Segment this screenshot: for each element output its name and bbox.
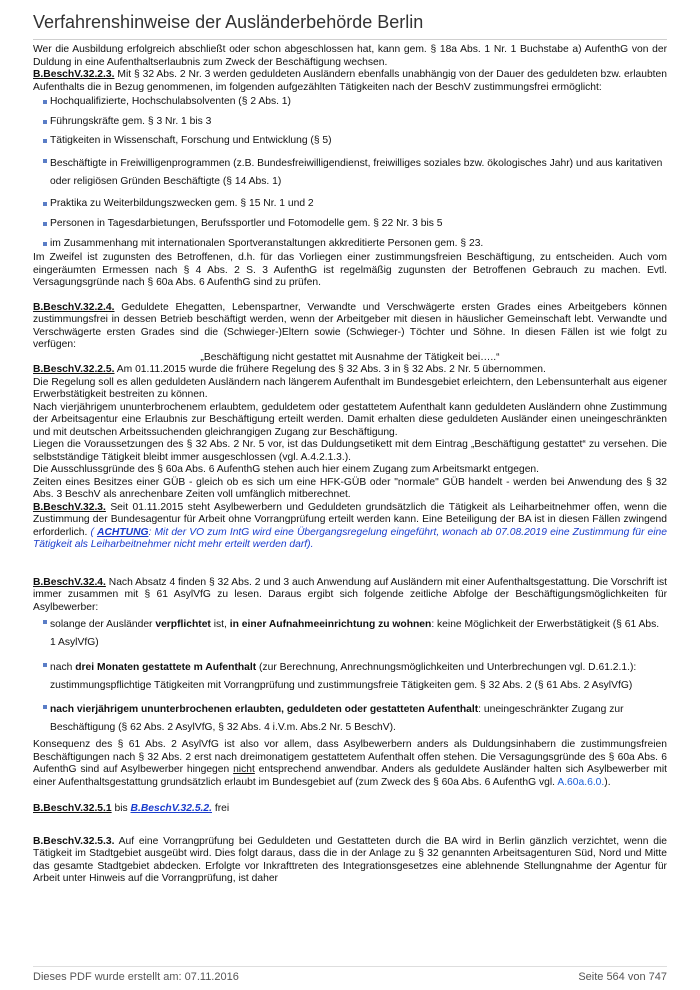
bullet-icon [43,663,47,667]
list-item: Praktika zu Weiterbildungszwecken gem. § 15 Nr. 1 und 2 [43,198,667,211]
list-item: Beschäftigte in Freiwilligenprogrammen (z.B. Bundesfreiwilligendienst, freiwilliges soziales bzw. ökologisches Jahr) und aus karitativen oder religiösen Gründen Beschäftigte (§ 14 Abs. 1) [43,155,667,191]
created-date: Dieses PDF wurde erstellt am: 07.11.2016 [33,971,239,983]
list-item: nach drei Monaten gestattete m Aufenthalt (zur Berechnung, Anrechnungsmöglichkeiten und Unterbrechungen vgl. D.61.2.1.): zustimmungspflichtige Tätigkeiten mit Vorrangprüfung und zustimmungsfreie Tätigkeiten gem. § 32 Abs. 2 (§ 61 Abs. 2 AsylVfG) [43,659,667,695]
section-text: Geduldete Ehegatten, Lebenspartner, Verwandte und Verschwägerte ersten Grades eines Arbeitgebers können zustimmungsfrei in dessen Betrieb beschäftigt werden, wenn der Arbeitgeber mit diesen in häuslicher Gemeinschaft lebt. Verwandte und Verschwägerte ersten Grades sind die (Schwieger-)Eltern sowie (Schwieger-) Töchter und Söhne. In diesen Fällen ist wie folgt zu verfügen: [33,301,667,351]
achtung-ref[interactable]: ACHTUNG [97,526,149,538]
list-item: nach vierjährigem ununterbrochenen erlaubten, geduldeten oder gestatteten Aufenthalt: uneingeschränkter Zugang zur Beschäftigung (§ 62 Abs. 2 AsylVfG, § 32 Abs. 4 i.V.m. Abs.2 Nr. 5 BeschV). [43,701,667,737]
bullet-icon [43,222,47,226]
asylum-timeline-list [43,616,667,737]
paragraph: Die Regelung soll es allen geduldeten Ausländern nach längerem Aufenthalt im Bundesgebiet erleichtern, den Lebensunterhalt aus eigener Erwerbstätigkeit bestreiten zu können. [33,376,667,401]
paragraph: Nach vierjährigem ununterbrochenem erlaubtem, geduldetem oder gestattetem Aufenthalt kann geduldeten Ausländern ohne Zustimmung der Arbeitsagentur eine Erlaubnis zur Beschäftigung erteilt werden. Damit erhalten diese geduldeten Ausländer einen uneingeschränkten und mit deutschen Arbeitssuchenden gleichrangigen Zugang zur Beschäftigung. [33,401,667,438]
bullet-icon [43,705,47,709]
bullet-icon [43,139,47,143]
page-number: Seite 564 von 747 [578,971,667,983]
section-32-3 [33,502,667,552]
section-32-5-1: B.BeschV.32.5.1 bis B.BeschV.32.5.2. frei [33,803,230,815]
page-title: Verfahrenshinweise der Ausländerbehörde Berlin [33,0,667,40]
list-item: solange der Ausländer verpflichtet ist, in einer Aufnahmeeinrichtung zu wohnen: keine Möglichkeit der Erwerbstätigkeit (§ 61 Abs. 1 AsylVfG) [43,616,667,652]
section-ref-32-2-5[interactable]: B.BeschV.32.2.5. [33,364,115,376]
paragraph: Liegen die Voraussetzungen des § 32 Abs. 2 Nr. 5 vor, ist das Duldungsetikett mit dem Eintrag „Beschäftigung gestattet“ zu versehen. Die selbstständige Tätigkeit bleibt immer ausgeschlossen (vgl. A.4.2.1.3.). [33,439,667,463]
section-ref-32-2-4[interactable]: B.BeschV.32.2.4. [33,301,115,313]
bullet-icon [43,242,47,246]
section-32-4 [33,577,667,615]
section-32-2-3 [33,69,667,94]
section-ref-32-2-3[interactable]: B.BeschV.32.2.3. [33,69,115,80]
crossref-link[interactable]: A.60a.6.0. [557,776,605,788]
bullet-icon [43,120,47,124]
bullet-icon [43,202,47,206]
section-ref-32-5-2[interactable]: B.BeschV.32.5.2. [130,803,212,815]
quote-line: „Beschäftigung nicht gestattet mit Ausnahme der Tätigkeit bei…..“ [200,351,500,363]
section-32-5-3: B.BeschV.32.5.3. Auf eine Vorrangprüfung bei Geduldeten und Gestatteten durch die BA wird in Berlin gänzlich verzichtet, wenn die Tätigkeit im Stadtgebiet ausgeübt wird. Dies folgt daraus, dass die in der Anlage zu § 32 genannten Arbeitsagenturen Süd, Nord und Mitte das gesamte Stadtgebiet abdecken. Erfolgte vor Inkrafttreten des Integrationsgesetzes eine ablehnende Stellungnahme der Agentur für Arbeit unter Hinweis auf die Vorrangprüfung, ist daher [33,835,667,885]
page-footer [33,966,667,983]
section-text: Seit 01.11.2015 steht Asylbewerbern und Geduldeten grundsätzlich die Tätigkeit als Leiharbeitnehmer offen, wenn die Zustimmung der Bundesagentur für Arbeit ohne Vorrangprüfung erteilt werden kann. Eine Beteiligung der BA ist in diesen Fällen zwingend erforderlich. [33,501,667,538]
activity-list [43,96,667,250]
section-text: Nach Absatz 4 finden § 32 Abs. 2 und 3 auch Anwendung auf Ausländern mit einer Aufenthaltsgestattung. Die Vorschrift ist immer zusammen mit § 61 AsylVfG zu lesen. Daraus ergibt sich folgende zeitliche Abfolge der Beschäftigungsmöglichkeiten für Asylbewerber: [33,576,667,613]
intro-paragraph: Wer die Ausbildung erfolgreich abschließt oder schon abgeschlossen hat, kann gem. § 18a Abs. 1 Nr. 1 Buchstabe a) AufenthG von der Duldung in eine Aufenthaltserlaubnis zum Zweck der Beschäftigung wechsen. [33,44,667,68]
bullet-icon [43,159,47,163]
list-item: Hochqualifizierte, Hochschulabsolventen (§ 2 Abs. 1) [43,96,667,109]
paragraph: Zeiten eines Besitzes einer GÜB - gleich ob es sich um eine HFK-GÜB oder "normale" GÜB handelt - werden bei Anwendung des § 32 Abs. 3 BeschV als anrechenbare Zeiten voll umfänglich mitberechnet. [33,476,667,501]
list-item: im Zusammenhang mit internationalen Sportveranstaltungen akkreditierte Personen gem. § 23. [43,238,667,251]
section-text: Am 01.11.2015 wurde die frühere Regelung des § 32 Abs. 3 in § 32 Abs. 2 Nr. 5 übernommen. [114,364,546,376]
section-32-2-4 [33,302,667,352]
section-ref-32-5-1[interactable]: B.BeschV.32.5.1 [33,803,112,815]
paragraph: Die Ausschlussgründe des § 60a Abs. 6 AufenthG stehen auch hier einem Zugang zum Arbeitsmarkt entgegen. [33,464,540,476]
section-ref-32-5-3[interactable]: B.BeschV.32.5.3. [33,835,115,847]
section-32-2-5 [33,364,667,377]
list-item: Tätigkeiten in Wissenschaft, Forschung und Entwicklung (§ 5) [43,135,667,148]
section-ref-32-3[interactable]: B.BeschV.32.3. [33,501,106,513]
section-32-2-3-after: Im Zweifel ist zugunsten des Betroffenen, d.h. für das Vorliegen einer zustimmungsfreien Beschäftigung, zu entscheiden. Auch vom eingeräumten Ermessen nach § 4 Abs. 2 S. 3 AufenthG ist regelmäßig zugunsten der Betroffenen Gebrauch zu machen. Evtl. Versagungsgründe nach § 60a Abs. 6 AufenthG sind zu prüfen. [33,252,667,289]
section-32-4-after: Konsequenz des § 61 Abs. 2 AsylVfG ist also vor allem, dass Asylbewerbern anders als Duldungsinhabern die zustimmungsfreien Beschäftigungen nach § 32 Abs. 2 erst nach dreimonatigem gestattetem Aufenthalt offen stehen. Die Versagungsgründe des § 60a Abs. 6 AufenthG sind auf Asylbewerber hingegen nicht entsprechend anwendbar. Anders als geduldete Ausländer halten sich Asylbewerber mit einer Aufenthaltsgestattung grundsätzlich erlaubt im Bundesgebiet auf (zum Zweck des § 60a Abs. 6 AufenthG vgl. A.60a.6.0.). [33,739,667,788]
list-item: Personen in Tagesdarbietungen, Berufssportler und Fotomodelle gem. § 22 Nr. 3 bis 5 [43,218,667,231]
achtung-note: ( ACHTUNG: Mit der VO zum IntG wird eine Übergangsregelung eingeführt, wonach ab 07.08.2019 eine Zustimmung für eine Tätigkeit als Leiharbeitnehmer nicht mehr erteilt werden darf). [33,526,667,551]
bullet-icon [43,620,47,624]
section-ref-32-4[interactable]: B.BeschV.32.4. [33,576,106,588]
section-text: Mit § 32 Abs. 2 Nr. 3 werden geduldeten Ausländern ebenfalls unabhängig von der Dauer des geduldeten bzw. erlaubten Aufenthalts die in Bezug genommenen, im folgenden aufgezählten Tätigkeiten nach der BeschV zustimmungsfrei ermöglicht: [33,69,667,93]
list-item: Führungskräfte gem. § 3 Nr. 1 bis 3 [43,116,667,129]
bullet-icon [43,100,47,104]
